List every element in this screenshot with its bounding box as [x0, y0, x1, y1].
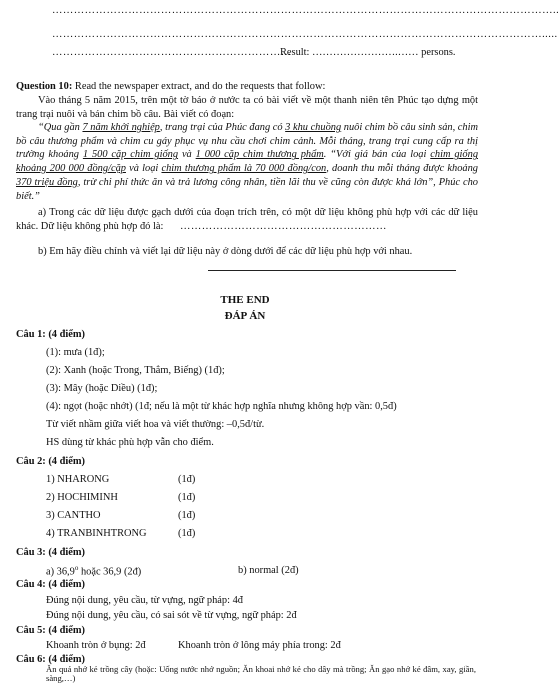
cau-2-item: 2) HOCHIMINH	[46, 492, 118, 503]
cau-2-score: (1đ)	[178, 492, 196, 503]
answer-dots: …………………………………………………	[179, 220, 387, 232]
dotted-line: ……………………………………………………………………………………………………………………….....	[52, 29, 558, 40]
the-end-heading: THE END	[220, 294, 270, 306]
cau-3-answer-b: b) normal (2đ)	[238, 565, 299, 576]
cau-6-answer: Ăn quả nhớ kẻ trồng cây (hoặc: Uống nước nhớ nguồn; Ăn khoai nhớ kẻ cho dây mà trồng; Ăn gạo nhớ kẻ đâm, xay, giần, sàng,…)	[46, 664, 476, 684]
cau-1-item: (3): Mây (hoặc Diều) (1đ);	[46, 383, 158, 394]
result-line: Result: …………………….…… persons.	[280, 47, 456, 58]
cau-3-title: Câu 3: (4 điểm)	[16, 547, 85, 558]
question-10-part-a: a) Trong các dữ liệu được gạch dưới của đoạn trích trên, có một dữ liệu không phù hợp với các dữ liệu khác. Dữ liệu không phù hợp đó là: …………………………………………………	[16, 207, 478, 232]
cau-1-title: Câu 1: (4 điểm)	[16, 329, 85, 340]
answer-line	[208, 270, 456, 271]
cau-2-item: 1) NHARONG	[46, 474, 110, 485]
cau-1-item: (1): mưa (1đ);	[46, 347, 105, 358]
question-10-part-b: b) Em hãy điều chỉnh và viết lại dữ liệu này ở dòng dưới để các dữ liệu phù hợp với nhau.	[38, 246, 413, 257]
dotted-line: …………………………………………………………	[52, 47, 292, 58]
cau-4-title: Câu 4: (4 điểm)	[16, 579, 85, 590]
cau-1-item: (4): ngọt (hoặc nhớt) (1đ; nếu là một từ khác hợp nghĩa nhưng không hợp vần: 0,5đ)	[46, 401, 397, 412]
cau-1-item: (2): Xanh (hoặc Trong, Thẳm, Biếng) (1đ);	[46, 365, 225, 376]
cau-2-item: 4) TRANBINHTRONG	[46, 528, 147, 539]
question-10-intro: Vào tháng 5 năm 2015, trên một tờ báo ở nước ta có bài viết về một thanh niên tên Phúc tạo dựng một trang trại nuôi và bán chim bồ câu. Bài viết có đoạn:	[16, 95, 478, 120]
cau-6-title: Câu 6: (4 điểm)	[16, 654, 85, 665]
cau-5-title: Câu 5: (4 điểm)	[16, 625, 85, 636]
cau-2-title: Câu 2: (4 điểm)	[16, 456, 85, 467]
answer-key-heading: ĐÁP ÁN	[224, 310, 266, 322]
question-10-instruction: Read the newspaper extract, and do the requests that follow:	[74, 81, 326, 92]
question-10-header	[16, 80, 478, 94]
cau-2-item: 3) CANTHO	[46, 510, 101, 521]
dotted-line: …………………………………………………………………………………………………………………………..	[52, 5, 559, 16]
cau-1-note: HS dùng từ khác phù hợp vẫn cho điểm.	[46, 437, 214, 448]
cau-1-note: Từ viết nhầm giữa viết hoa và viết thường: –0,5đ/từ.	[46, 419, 265, 430]
cau-2-score: (1đ)	[178, 528, 196, 539]
cau-3-answer-a: a) 36,9$^o$ hoặc 36,9 (2đ)	[46, 564, 142, 578]
cau-5-answer-a: Khoanh tròn ở bụng: 2đ	[46, 640, 146, 651]
cau-5-answer-b: Khoanh tròn ở lông máy phía trong: 2đ	[178, 640, 341, 651]
question-10-label: Question 10:	[16, 81, 73, 92]
newspaper-quote: “Qua gần 7 năm khởi nghiệp, trang trại của Phúc đang có 3 khu chuồng nuôi chim bồ câu sinh sản, chim bồ câu thương phẩm và chim cu gáy phục vụ nhu cầu chơi chim cảnh. Mỗi tháng, trang trại cung cấp ra thị trường khoảng 1 500 cặp chim giống và 1 000 cặp chim thương phẩm. “Với giá bán của loại chim giống khoảng 200 000 đồng/cặp và loại chim thương phẩm là 70 000 đồng/con, doanh thu mỗi tháng được khoảng 370 triệu đồng, trừ chi phí thức ăn và trả lương công nhân, tiền lãi thu về cũng còn được khá lớn”, Phúc cho biết.”	[16, 122, 479, 202]
cau-2-score: (1đ)	[178, 474, 196, 485]
cau-4-line: Đúng nội dung, yêu cầu, có sai sót về từ vựng, ngữ pháp: 2đ	[46, 610, 297, 621]
cau-2-score: (1đ)	[178, 510, 196, 521]
cau-4-line: Đúng nội dung, yêu cầu, từ vựng, ngữ pháp: 4đ	[46, 595, 243, 606]
